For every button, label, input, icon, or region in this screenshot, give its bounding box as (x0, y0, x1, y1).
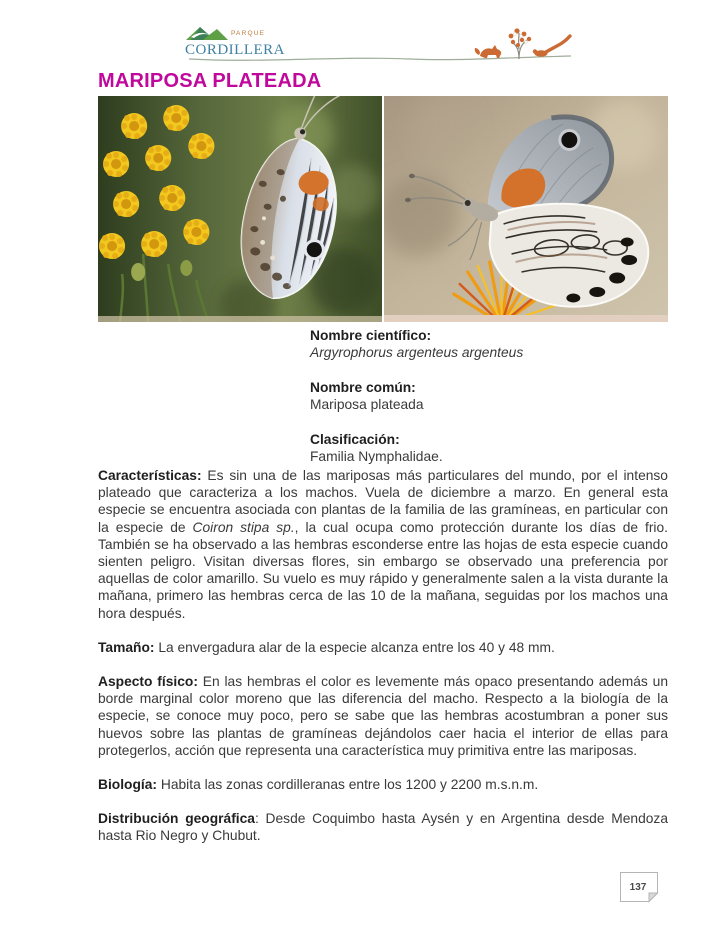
park-logo (183, 22, 301, 62)
body-text (98, 467, 668, 862)
mountain-icon (186, 27, 228, 40)
common-name-group (310, 379, 523, 413)
scientific-name-label: Nombre científico: (310, 328, 432, 343)
taxonomy-info (310, 327, 523, 483)
tree-icon (509, 28, 532, 59)
butterfly-photo-right (384, 96, 668, 322)
page-title: MARIPOSA PLATEADA (98, 70, 322, 92)
butterfly-left-illustration (98, 96, 382, 322)
classification-label: Clasificación: (310, 432, 400, 447)
common-name-label: Nombre común: (310, 380, 416, 395)
scientific-name-value: Argyrophorus argenteus argenteus (310, 345, 524, 360)
paragraph-caracteristicas: Características: Es sin una de las mariposas más particulares del mundo, por el intenso plateado que caracteriza a los machos. Vuela de diciembre a marzo. En general esta especie se encuentra asociada con plantas de la familia de las gramíneas, en particular con la especie de Coiron stipa sp., la cual ocupa como protección durante los días de frio. También se ha observado a las hembras esconderse entre las hojas de esta especie cuando sienten peligro. Visitan diversas flores, sin embargo se observado una preferencia por aquellas de color amarillo. Su vuelo es muy rápido y generalmente salen a la vista durante la mañana, primero las hembras cerca de las 10 de la mañana, seguidas por los machos una hora después. (98, 468, 669, 621)
paragraph-tamano: Tamaño: La envergadura alar de la especie alcanza entre los 40 y 48 mm. (98, 639, 555, 655)
logo-name-text: CORDILLERA (185, 42, 285, 58)
scientific-name-group (310, 327, 523, 361)
butterfly-right-illustration (384, 96, 668, 322)
page-number-badge (619, 871, 659, 903)
classification-group (310, 431, 523, 465)
fox-icon (475, 45, 502, 58)
photo-strip (98, 96, 668, 322)
page-number: 137 (629, 882, 647, 893)
common-name-value: Mariposa plateada (310, 397, 424, 412)
logo-park-text: PARQUE (231, 30, 266, 37)
paragraph-biologia: Biología: Habita las zonas cordilleranas entre los 1200 y 2200 m.s.n.m. (98, 777, 539, 793)
butterfly-photo-left (98, 96, 382, 322)
classification-value: Familia Nymphalidae. (310, 449, 443, 464)
paragraph-aspecto-fisico: Aspecto físico: En las hembras el color es levemente más opaco presentando además un borde marginal color moreno que las diferencia del macho. Respecto a la biología de la especie, se conoce muy poco, pero se sabe que las hembras acostumbran a poner sus huevos sobre las plantas de gramíneas dejándolos caer hacia el interior de ellas para protegerlos, acción que representa una característica muy primitiva entre las mariposas. (98, 674, 668, 758)
paragraph-distribucion-geografica: Distribución geográfica: Desde Coquimbo hasta Aysén y en Argentina desde Mendoza hasta Rio Negro y Chubut. (98, 811, 668, 844)
squirrel-icon (533, 36, 570, 57)
